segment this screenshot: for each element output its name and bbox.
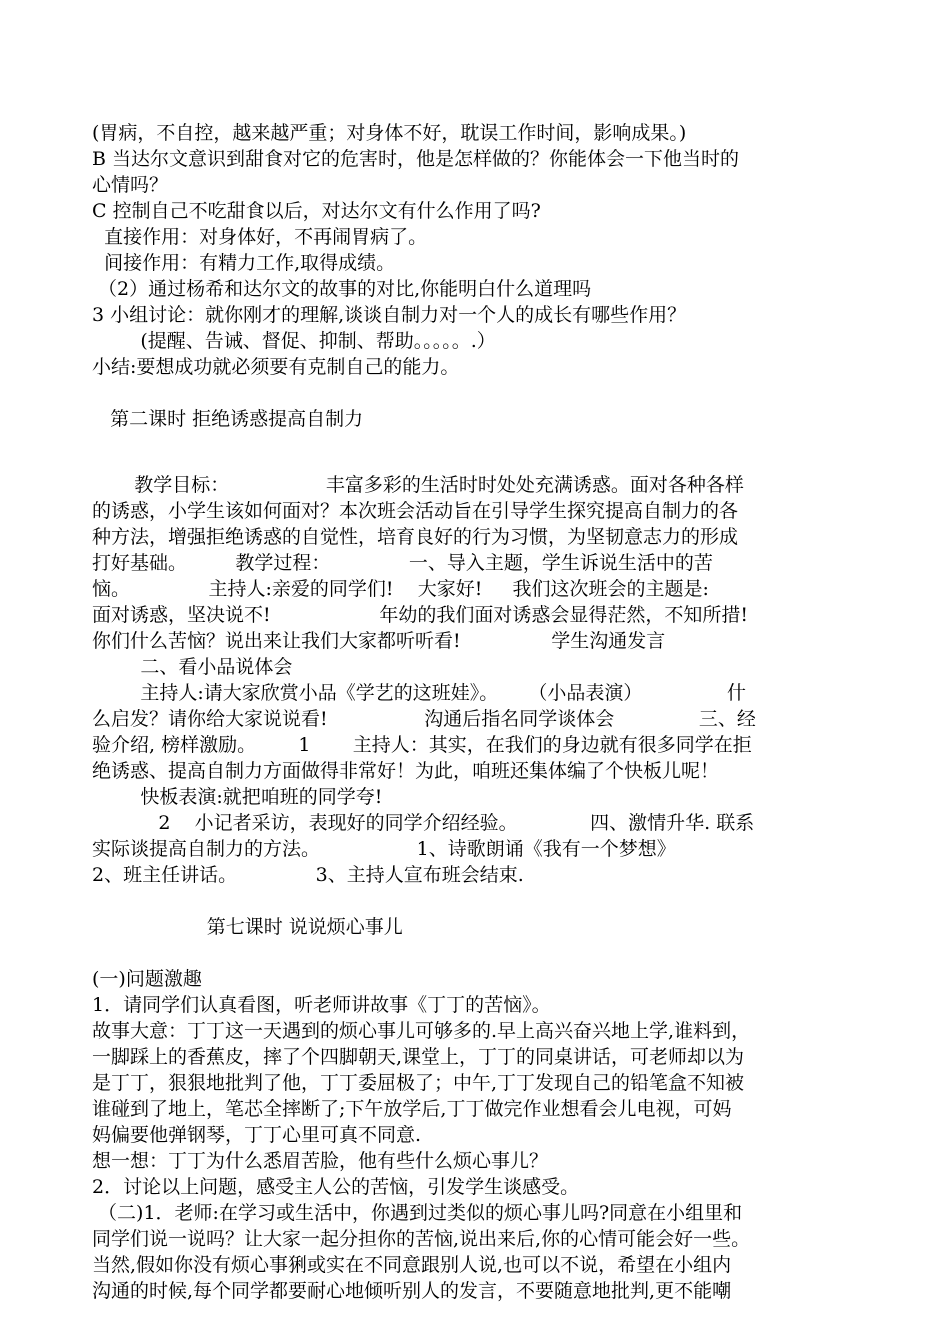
section-3-title: 第七课时 说说烦心事儿 [92,916,403,938]
section-3 [92,966,862,1304]
text-line: (胃病，不自控，越来越严重；对身体不好，耽误工作时间，影响成果。) [92,122,687,144]
text-line: 当然,假如你没有烦心事猁或实在不同意跟别人说,也可以不说，希望在小组内 [92,1254,732,1276]
text-line: 想一想：丁丁为什么悉眉苦脸，他有些什么烦心事儿？ [92,1150,549,1172]
text-line: 心情吗？ [92,174,169,196]
text-line: 种方法，增强拒绝诱惑的自觉性，培育良好的行为习惯，为坚韧意志力的形成 [92,526,739,548]
text-line: （二)1．老师:在学习或生活中，你遇到过类似的烦心事儿吗?同意在小组里和 [92,1202,743,1224]
text-line: （2）通过杨希和达尔文的故事的对比,你能明白什么道理吗 [92,278,592,300]
text-line: 二、看小品说体会 [92,656,293,678]
document-page [92,120,862,1304]
text-line: 2 小记者采访，表现好的同学介绍经验。 四、激情升华. 联系 [92,812,755,834]
spacer [92,432,862,458]
text-line: 2．讨论以上问题，感受主人公的苦恼，引发学生谈感受。 [92,1176,580,1198]
text-line: 一脚踩上的香蕉皮，摔了个四脚朝天,课堂上，丁丁的同桌讲话，可老师却以为 [92,1046,745,1068]
text-line: 1．请同学们认真看图，听老师讲故事《丁丁的苦恼》。 [92,994,551,1016]
text-line: 教学目标： 丰富多彩的生活时时处处充满诱惑。面对各种各样 [92,474,744,496]
text-line: 沟通的时候,每个同学都要耐心地倾听别人的发言，不要随意地批判,更不能嘲 [92,1280,732,1302]
text-line: 打好基础。 教学过程： 一、导入主题，学生诉说生活中的苦 [92,552,713,574]
text-line: 你们什么苦恼？说出来让我们大家都听听看! 学生沟通发言 [92,630,666,652]
text-line: 直接作用：对身体好，不再闹胃病了。 [92,226,428,248]
spacer [92,380,862,406]
text-line: 妈偏要他弹钢琴，丁丁心里可真不同意. [92,1124,422,1146]
text-line: (提醒、告诫、督促、抑制、帮助。。。。。.） [92,330,496,352]
section-2 [92,472,862,888]
spacer [92,458,862,472]
text-line: C 控制自己不吃甜食以后，对达尔文有什么作用了吗? [92,200,541,222]
text-line: 验介绍, 榜样激励。 1 主持人：其实，在我们的身边就有很多同学在拒 [92,734,752,756]
text-line: 小结:要想成功就必须要有克制自己的能力。 [92,356,460,378]
section-2-title: 第二课时 拒绝诱惑提高自制力 [92,408,364,430]
text-line: 3 小组讨论：就你刚才的理解,谈谈自制力对一个人的成长有哪些作用？ [92,304,687,326]
spacer [92,940,862,966]
text-line: 么启发？请你给大家说说看! 沟通后指名同学谈体会 三、经 [92,708,756,730]
text-line: 主持人:请大家欣赏小品《学艺的这班娃》。 （小品表演） 什 [92,682,746,704]
text-line: B 当达尔文意识到甜食对它的危害时，他是怎样做的？你能体会一下他当时的 [92,148,740,170]
text-line: 绝诱惑、提高自制力方面做得非常好！为此，咱班还集体编了个快板儿呢！ [92,760,720,782]
text-line: 是丁丁，狠狠地批判了他，丁丁委屈极了；中午,丁丁发现自己的铅笔盒不知被 [92,1072,745,1094]
text-line: 快板表演:就把咱班的同学夸! [92,786,383,808]
text-line: (一)问题激趣 [92,968,202,990]
text-line: 实际谈提高自制力的方法。 1、诗歌朗诵《我有一个梦想》 [92,838,676,860]
text-line: 面对诱惑，坚决说不! 年幼的我们面对诱惑会显得茫然，不知所措! [92,604,748,626]
text-line: 的诱惑，小学生该如何面对？本次班会活动旨在引导学生探究提高自制力的各 [92,500,739,522]
text-line: 故事大意：丁丁这一天遇到的烦心事儿可够多的.早上高兴奋兴地上学,谁料到， [92,1020,751,1042]
section-1 [92,120,862,380]
text-line: 恼。 主持人:亲爱的同学们! 大家好! 我们这次班会的主题是: [92,578,709,600]
spacer [92,888,862,914]
text-line: 间接作用：有精力工作,取得成绩。 [92,252,396,274]
text-line: 同学们说一说吗？让大家一起分担你的苦恼,说出来后,你的心情可能会好一些。 [92,1228,751,1250]
text-line: 2、班主任讲话。 3、主持人宣布班会结束. [92,864,524,886]
text-line: 谁碰到了地上，笔芯全摔断了;下午放学后,丁丁做完作业想看会儿电视，可妈 [92,1098,732,1120]
